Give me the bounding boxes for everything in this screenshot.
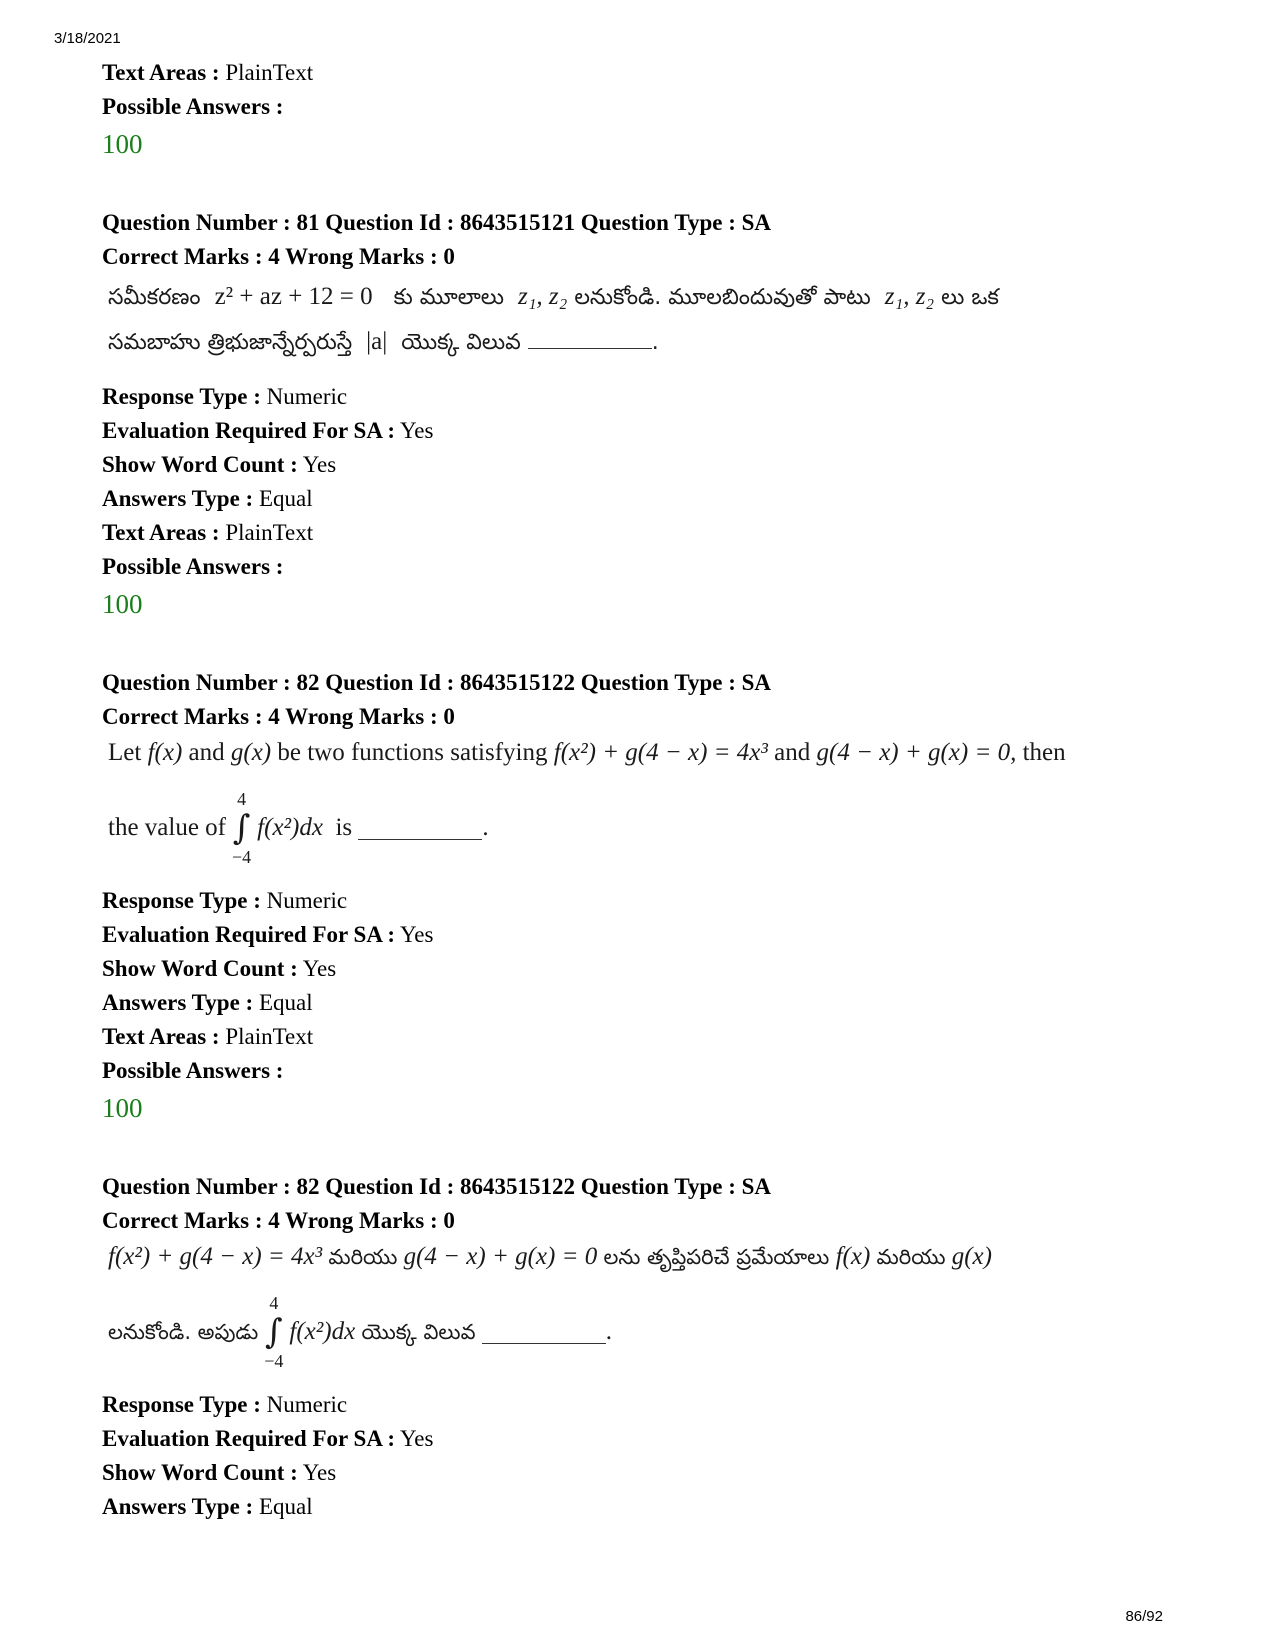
answers-type-row: Answers Type : Equal [102, 1494, 313, 1519]
text-areas-row: Text Areas : PlainText [102, 60, 314, 85]
question-81 [102, 206, 1192, 622]
possible-answers-label: Possible Answers : [102, 1058, 284, 1083]
possible-answers-label: Possible Answers : [102, 554, 284, 579]
question-header: Question Number : 82 Question Id : 8643515122 Question Type : SA [102, 1174, 772, 1199]
answers-type-row: Answers Type : Equal [102, 486, 313, 511]
document-body [102, 56, 1192, 1524]
word-count-row: Show Word Count : Yes [102, 956, 337, 981]
question-text-line-2: సమబాహు త్రిభుజాన్నేర్పరుస్తే |a| యొక్క విలువ . [108, 328, 659, 355]
text-areas-row: Text Areas : PlainText [102, 520, 314, 545]
response-type-row: Response Type : Numeric [102, 1392, 348, 1417]
page-number: 86/92 [1125, 1608, 1163, 1625]
answer-blank [358, 817, 482, 840]
question-text-line-1: సమీకరణం z² + az + 12 = 0 కు మూలాలు z₁, z₂ లనుకోండి. మూలబిందువుతో పాటు z₁, z₂ లు ఒక [108, 283, 999, 310]
response-type-row: Response Type : Numeric [102, 384, 348, 409]
question-82-english [102, 666, 1192, 1126]
integral-sign: 4 ∫ −4 [232, 789, 252, 867]
question-header: Question Number : 81 Question Id : 8643515121 Question Type : SA [102, 210, 772, 235]
possible-answer-value: 100 [102, 1093, 143, 1123]
question-text-line-2: లనుకోండి. అపుడు 4 ∫ −4 f(x²)dx యొక్క విలువ . [108, 1293, 613, 1371]
possible-answer-value: 100 [102, 589, 143, 619]
marks-row: Correct Marks : 4 Wrong Marks : 0 [102, 1208, 455, 1233]
response-type-row: Response Type : Numeric [102, 888, 348, 913]
question-82-telugu [102, 1170, 1192, 1524]
evaluation-row: Evaluation Required For SA : Yes [102, 1426, 434, 1451]
possible-answer-value: 100 [102, 129, 143, 159]
marks-row: Correct Marks : 4 Wrong Marks : 0 [102, 704, 455, 729]
question-text-line-1: f(x²) + g(4 − x) = 4x³ మరియు g(4 − x) + g(x) = 0 లను తృప్తిపరిచే ప్రమేయాలు f(x) మరియు g(x) [108, 1243, 992, 1270]
text-areas-row: Text Areas : PlainText [102, 1024, 314, 1049]
question-header: Question Number : 82 Question Id : 8643515122 Question Type : SA [102, 670, 772, 695]
answers-type-row: Answers Type : Equal [102, 990, 313, 1015]
evaluation-row: Evaluation Required For SA : Yes [102, 418, 434, 443]
word-count-row: Show Word Count : Yes [102, 1460, 337, 1485]
possible-answers-label: Possible Answers : [102, 94, 284, 119]
integral-sign: 4 ∫ −4 [264, 1293, 284, 1371]
print-date: 3/18/2021 [54, 30, 121, 47]
question-text-line-2: the value of 4 ∫ −4 f(x²)dx is . [108, 789, 489, 867]
answer-blank [528, 326, 652, 349]
evaluation-row: Evaluation Required For SA : Yes [102, 922, 434, 947]
question-text-line-1: Let f(x) and g(x) be two functions satisfying f(x²) + g(4 − x) = 4x³ and g(4 − x) + g(x) = 0, then [108, 739, 1066, 766]
word-count-row: Show Word Count : Yes [102, 452, 337, 477]
marks-row: Correct Marks : 4 Wrong Marks : 0 [102, 244, 455, 269]
answer-blank [482, 1321, 606, 1344]
